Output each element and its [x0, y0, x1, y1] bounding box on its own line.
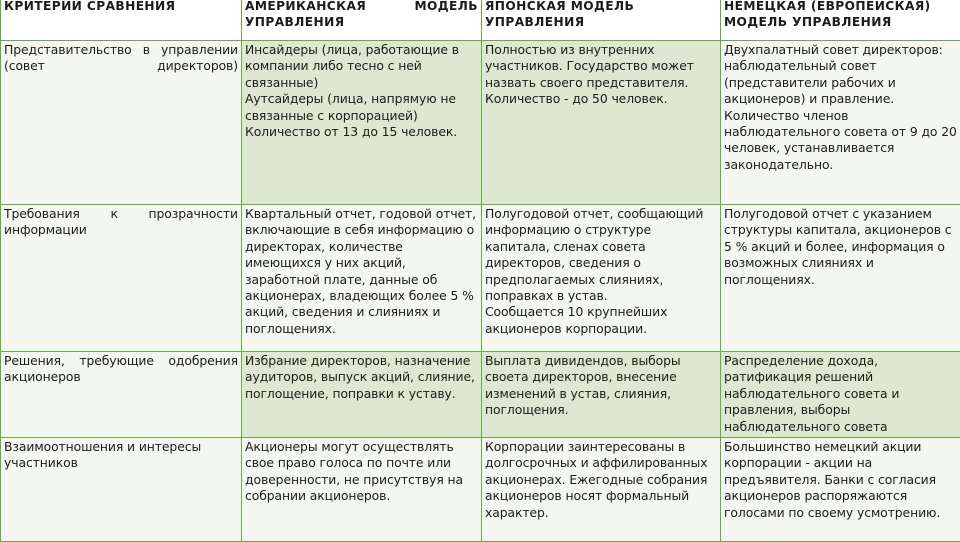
american-cell: Инсайдеры (лица, работающие в компании либо тесно с ней связанные) Аутсайдеры (лица, напрямую не связанные с корпорацией) Количество от 13 до 15 человек.: [242, 41, 482, 205]
header-row: [1, 0, 960, 41]
german-cell: Большинство немецкий акции корпорации - акции на предъявителя. Банки с согласия акционеров распоряжаются голосами по своему усмотрению.: [721, 438, 960, 542]
header-american: АМЕРИКАНСКАЯ МОДЕЛЬ УПРАВЛЕНИЯ: [242, 0, 482, 41]
table-row: [1, 352, 960, 438]
japanese-cell: Полностью из внутренних участников. Государство может назвать своего представителя. Количество - до 50 человек.: [482, 41, 721, 205]
criterion-cell: Решения, требующие одобрения акционеров: [1, 352, 242, 438]
header-criteria: КРИТЕРИИ СРАВНЕНИЯ: [1, 0, 242, 41]
german-cell: Распределение дохода, ратификация решений наблюдательного совета и правления, выборы наблюдательного совета: [721, 352, 960, 438]
american-cell: Акционеры могут осуществлять свое право голоса по почте или доверенности, не присутствуя на собрании акционеров.: [242, 438, 482, 542]
japanese-cell: Полугодовой отчет, сообщающий информацию о структуре капитала, сленах совета директоров, сведения о предполагаемых слияниях, поправках в устав. Сообщается 10 крупнейших акционеров корпорации.: [482, 205, 721, 352]
header-german: НЕМЕЦКАЯ (ЕВРОПЕЙСКАЯ) МОДЕЛЬ УПРАВЛЕНИЯ: [721, 0, 960, 41]
table-row: [1, 205, 960, 352]
criterion-cell: Представительство в управлении (совет директоров): [1, 41, 242, 205]
german-cell: Двухпалатный совет директоров: наблюдательный совет (представители рабочих и акционеров) и правление. Количество членов наблюдательного совета от 9 до 20 человек, устанавливается законодательно.: [721, 41, 960, 205]
german-cell: Полугодовой отчет с указанием структуры капитала, акционеров с 5 % акций и более, информация о возможных слияниях и поглощениях.: [721, 205, 960, 352]
table-row: [1, 41, 960, 205]
table-row: [1, 438, 960, 542]
criterion-cell: Требования к прозрачности информации: [1, 205, 242, 352]
japanese-cell: Выплата дивидендов, выборы своета директоров, внесение изменений в устав, слияния, поглощения.: [482, 352, 721, 438]
american-cell: Квартальный отчет, годовой отчет, включающие в себя информацию о директорах, количестве имеющихся у них акций, заработной плате, данные об акционерах, владеющих более 5 % акций, сведения и слияниях и поглощениях.: [242, 205, 482, 352]
criterion-cell: Взаимоотношения и интересы участников: [1, 438, 242, 542]
header-japanese: ЯПОНСКАЯ МОДЕЛЬ УПРАВЛЕНИЯ: [482, 0, 721, 41]
japanese-cell: Корпорации заинтересованы в долгосрочных и аффилированных акционерах. Ежегодные собрания акционеров носят формальный характер.: [482, 438, 721, 542]
american-cell: Избрание директоров, назначение аудиторов, выпуск акций, слияние, поглощение, поправки к уставу.: [242, 352, 482, 438]
